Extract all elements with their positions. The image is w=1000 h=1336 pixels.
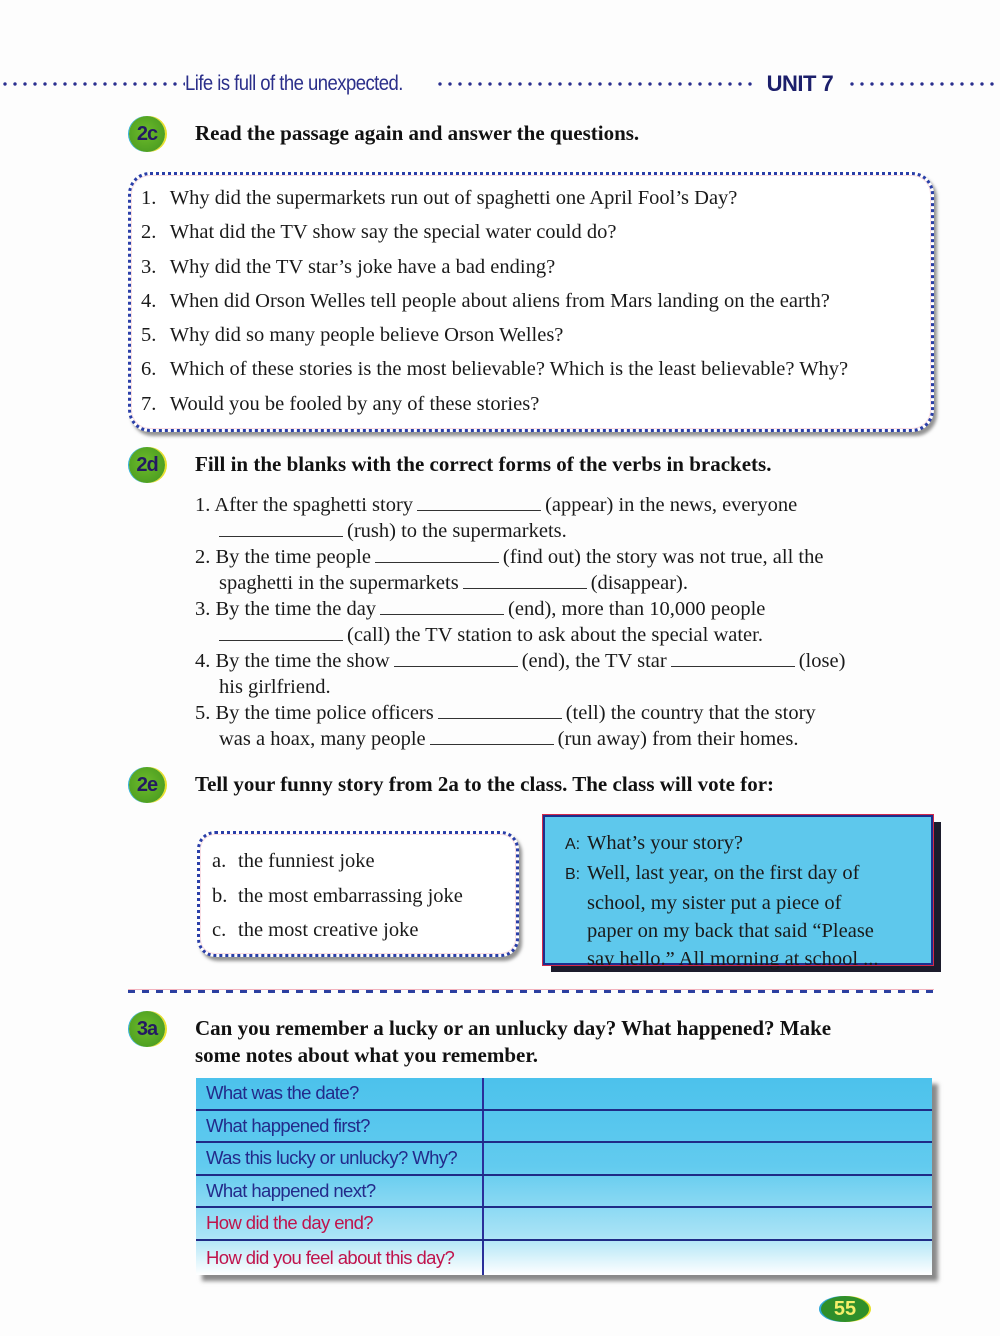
fill-in-list [195, 492, 925, 752]
question-item: 5. Why did so many people believe Orson Welles? [141, 324, 564, 347]
row-prompt: What happened first? [196, 1110, 483, 1143]
page-number: 55 [821, 1296, 869, 1322]
blank-input[interactable] [463, 572, 587, 589]
vote-option: c. the most creative joke [212, 919, 419, 941]
dotted-rule [435, 81, 753, 87]
blank-input[interactable] [430, 728, 554, 745]
question-list [131, 175, 931, 421]
question-item: 7. Would you be fooled by any of these stories? [141, 392, 540, 415]
answer-cell[interactable] [483, 1110, 932, 1143]
unit-label: UNIT 7 [766, 71, 834, 96]
blank-input[interactable] [417, 494, 541, 511]
fill-item: 3. By the time the day (end), more than 10,000 people (call) the TV station to ask about the special water. [195, 598, 766, 646]
section-2c-title: Read the passage again and answer the questions. [195, 121, 640, 145]
notes-table [196, 1078, 932, 1275]
section-2d-title: Fill in the blanks with the correct forms of the verbs in brackets. [195, 452, 772, 476]
chapter-title: Life is full of the unexpected. [185, 72, 403, 95]
answer-cell[interactable] [483, 1240, 932, 1275]
table-row [196, 1110, 932, 1143]
vote-options-box [197, 831, 519, 957]
row-prompt: What was the date? [196, 1078, 483, 1110]
question-item: 2. What did the TV show say the special water could do? [141, 221, 617, 244]
table-row [196, 1240, 932, 1275]
fill-item: 2. By the time people (find out) the story was not true, all the spaghetti in the supermarkets (disappear). [195, 546, 824, 594]
section-2e-title: Tell your funny story from 2a to the class. The class will vote for: [195, 772, 775, 796]
table-row [196, 1175, 932, 1208]
blank-input[interactable] [380, 598, 504, 615]
example-dialog-box [543, 815, 933, 970]
section-badge-2d: 2d [129, 447, 165, 483]
answer-cell[interactable] [483, 1207, 932, 1240]
question-item: 6. Which of these stories is the most believable? Which is the least believable? Why? [141, 358, 849, 381]
blank-input[interactable] [375, 546, 499, 563]
question-item: 1. Why did the supermarkets run out of spaghetti one April Fool’s Day? [141, 187, 738, 209]
row-prompt: How did the day end? [196, 1207, 483, 1240]
blank-input[interactable] [219, 520, 343, 537]
answer-cell[interactable] [483, 1142, 932, 1175]
vote-options-list [200, 834, 516, 948]
section-3a-title: Can you remember a lucky or an unlucky day? What happened? Make some notes about what you remember. [195, 1016, 832, 1067]
dialog-line-b: school, my sister put a piece of [587, 892, 842, 914]
row-prompt: How did you feel about this day? [196, 1240, 483, 1275]
fill-item: 4. By the time the show (end), the TV star (lose) his girlfriend. [195, 650, 846, 698]
section-divider [128, 990, 934, 993]
dialog-line-a: A: What’s your story? [565, 832, 743, 854]
dialog-line-b: say hello.” All morning at school ... [587, 948, 879, 970]
vote-option: b. the most embarrassing joke [212, 884, 463, 907]
answer-cell[interactable] [483, 1175, 932, 1208]
blank-input[interactable] [219, 624, 343, 641]
vote-option: a. the funniest joke [212, 850, 375, 872]
dotted-rule [847, 81, 1000, 87]
dialog-line-b: paper on my back that said “Please [587, 920, 874, 942]
blank-input[interactable] [394, 650, 518, 667]
blank-input[interactable] [671, 650, 795, 667]
table-row [196, 1078, 932, 1110]
table-row [196, 1207, 932, 1240]
section-badge-2e: 2e [129, 767, 165, 803]
running-header [0, 70, 1000, 98]
fill-item: 5. By the time police officers (tell) the country that the story was a hoax, many people (run away) from their homes. [195, 702, 816, 750]
table-row [196, 1142, 932, 1175]
section-badge-2c: 2c [129, 116, 165, 152]
fill-item: 1. After the spaghetti story (appear) in the news, everyone (rush) to the supermarkets. [195, 494, 798, 542]
section-badge-3a: 3a [129, 1011, 165, 1047]
questions-box [128, 172, 934, 432]
row-prompt: What happened next? [196, 1175, 483, 1208]
question-item: 4. When did Orson Welles tell people about aliens from Mars landing on the earth? [141, 289, 830, 312]
question-item: 3. Why did the TV star’s joke have a bad ending? [141, 255, 556, 278]
dialog-line-b: B: Well, last year, on the first day of [565, 862, 860, 884]
row-prompt: Was this lucky or unlucky? Why? [196, 1142, 483, 1175]
answer-cell[interactable] [483, 1078, 932, 1110]
dotted-rule [0, 81, 185, 87]
blank-input[interactable] [438, 702, 562, 719]
